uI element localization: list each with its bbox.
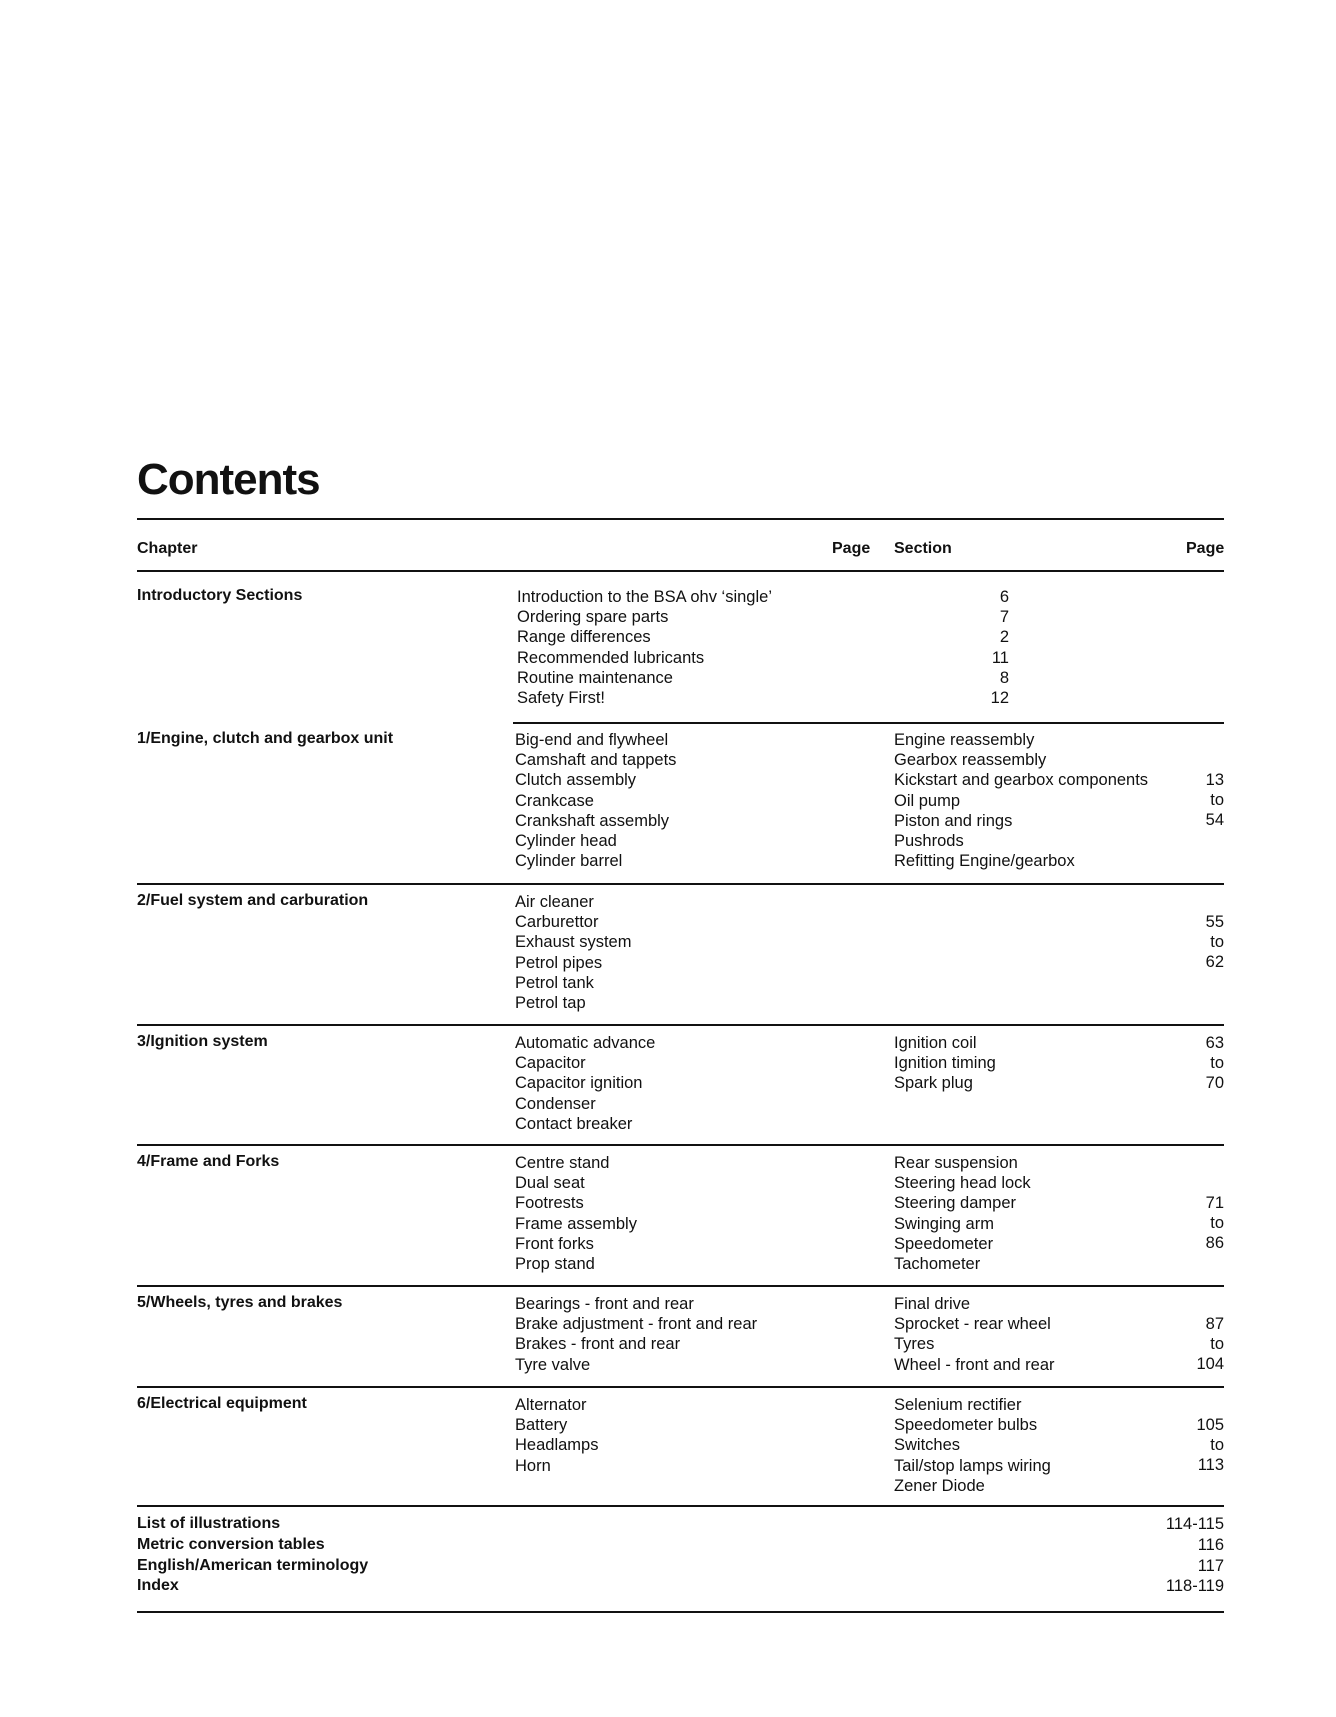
section-item: Tail/stop lamps wiring <box>894 1456 1051 1475</box>
list-item: Crankcase <box>515 791 594 810</box>
appendix-list <box>137 1514 1224 1597</box>
appendix-label: Metric conversion tables <box>137 1535 325 1553</box>
section-item: Steering damper <box>894 1194 1016 1213</box>
page-header-a: Page <box>832 540 871 557</box>
list-item: Frame assembly <box>515 1214 637 1233</box>
chapter-name: 2/Fuel system and carburation <box>137 892 369 909</box>
list-item: Air cleaner <box>515 893 594 911</box>
page-range <box>1196 1415 1224 1476</box>
page-number: 12 <box>990 689 1009 708</box>
range-end: 70 <box>1205 1074 1224 1093</box>
list-item: Routine maintenance <box>517 668 673 687</box>
section-item: Pushrods <box>894 832 964 851</box>
page-header-b: Page <box>1186 540 1225 557</box>
list-item: Cylinder head <box>515 832 617 851</box>
list-item: Safety First! <box>517 689 606 708</box>
section-item: Swinging arm <box>894 1214 994 1233</box>
page-number: 8 <box>999 668 1009 687</box>
chapter-items <box>515 1395 598 1476</box>
range-start: 55 <box>1205 913 1224 931</box>
list-item: Brake adjustment - front and rear <box>515 1315 758 1334</box>
section-item: Kickstart and gearbox components <box>894 771 1149 790</box>
section-item: Ignition coil <box>894 1034 977 1052</box>
list-item: Petrol tap <box>515 994 586 1013</box>
list-item: Dual seat <box>515 1174 585 1193</box>
section-header: Section <box>894 540 952 557</box>
range-start: 13 <box>1205 771 1224 789</box>
list-item: Automatic advance <box>515 1034 656 1052</box>
section-items <box>894 730 1148 871</box>
section-item: Steering head lock <box>894 1174 1031 1193</box>
range-end: 62 <box>1205 953 1224 972</box>
header-bottom-rule <box>137 570 1224 572</box>
page-range <box>1206 1033 1224 1094</box>
section-rule <box>137 1024 1224 1026</box>
chapter-items <box>515 1033 655 1134</box>
page-number: 2 <box>999 628 1009 647</box>
section-item: Tachometer <box>894 1255 981 1274</box>
list-item: Big-end and flywheel <box>515 731 669 749</box>
section-item: Switches <box>894 1436 961 1455</box>
chapter-name: 3/Ignition system <box>137 1033 268 1050</box>
page-number: 11 <box>991 648 1009 667</box>
chapter-name: 1/Engine, clutch and gearbox unit <box>137 730 394 747</box>
range-end: 86 <box>1205 1234 1224 1253</box>
page-range <box>1206 912 1224 973</box>
section-rule <box>137 883 1224 885</box>
range-to: to <box>1210 1436 1224 1455</box>
page-number: 118-119 <box>1165 1577 1224 1596</box>
section-item: Speedometer <box>894 1234 994 1253</box>
list-item: Ordering spare parts <box>517 608 669 627</box>
section-item: Refitting Engine/gearbox <box>894 852 1075 871</box>
chapter-name: Introductory Sections <box>137 587 303 604</box>
chapter-header: Chapter <box>137 540 198 557</box>
list-item: Front forks <box>515 1234 594 1253</box>
page-number: 7 <box>999 608 1009 627</box>
section-item: Piston and rings <box>894 811 1013 830</box>
section-rule <box>513 722 1224 724</box>
range-to: to <box>1210 933 1224 952</box>
list-item: Cylinder barrel <box>515 852 623 871</box>
header-top-rule <box>137 518 1224 520</box>
chapter-items <box>515 730 676 871</box>
range-start: 87 <box>1205 1315 1224 1333</box>
list-item: Petrol tank <box>515 973 594 992</box>
chapter-items <box>515 892 631 1013</box>
section-item: Sprocket - rear wheel <box>894 1315 1051 1334</box>
section-items <box>894 1395 1051 1496</box>
list-item: Range differences <box>517 628 651 647</box>
section-rule <box>137 1285 1224 1287</box>
range-end: 113 <box>1197 1456 1224 1475</box>
range-end: 54 <box>1205 811 1224 830</box>
range-end: 104 <box>1196 1355 1224 1374</box>
page-range <box>1206 770 1224 831</box>
section-item: Oil pump <box>894 791 961 810</box>
list-item: Tyre valve <box>515 1355 591 1374</box>
section-item: Wheel - front and rear <box>894 1355 1055 1374</box>
list-item: Exhaust system <box>515 933 632 952</box>
list-item: Battery <box>515 1416 568 1435</box>
list-item: Horn <box>515 1456 551 1475</box>
list-item: Introduction to the BSA ohv ‘single’ <box>517 588 772 606</box>
section-items <box>894 1153 1031 1274</box>
chapter-name: 6/Electrical equipment <box>137 1395 307 1412</box>
list-item: Camshaft and tappets <box>515 751 677 770</box>
page-number: 117 <box>1197 1556 1224 1575</box>
list-item <box>137 1514 1224 1535</box>
appendix-label: English/American terminology <box>137 1556 369 1574</box>
section-items <box>894 1294 1055 1375</box>
list-item: Capacitor ignition <box>515 1074 643 1093</box>
chapter-name: 4/Frame and Forks <box>137 1153 280 1170</box>
section-item: Gearbox reassembly <box>894 751 1047 770</box>
list-item: Prop stand <box>515 1255 595 1274</box>
list-item: Clutch assembly <box>515 771 637 790</box>
list-item: Headlamps <box>515 1436 599 1455</box>
item-pages <box>797 587 1009 708</box>
page-range <box>1196 1314 1224 1375</box>
list-item: Condenser <box>515 1094 596 1113</box>
chapter-items <box>517 587 772 708</box>
list-item <box>137 1556 1224 1577</box>
page-title: Contents <box>137 455 320 504</box>
page-number: 6 <box>999 588 1009 606</box>
section-item: Ignition timing <box>894 1054 996 1073</box>
section-item: Tyres <box>894 1335 935 1354</box>
section-rule <box>137 1505 1224 1507</box>
section-rule <box>137 1386 1224 1388</box>
list-item: Alternator <box>515 1396 587 1414</box>
list-item: Footrests <box>515 1194 584 1213</box>
range-to: to <box>1210 1214 1224 1233</box>
list-item: Petrol pipes <box>515 953 603 972</box>
appendix-label: List of illustrations <box>137 1515 281 1532</box>
section-item: Spark plug <box>894 1074 973 1093</box>
list-item: Bearings - front and rear <box>515 1295 694 1313</box>
list-item: Centre stand <box>515 1154 610 1172</box>
list-item <box>137 1535 1224 1556</box>
appendix-label: Index <box>137 1577 179 1595</box>
page-range <box>1206 1193 1224 1254</box>
page-number: 116 <box>1197 1535 1224 1554</box>
list-item: Recommended lubricants <box>517 648 705 667</box>
range-to: to <box>1210 1335 1224 1354</box>
section-item: Rear suspension <box>894 1154 1018 1172</box>
range-to: to <box>1210 791 1224 810</box>
section-item: Engine reassembly <box>894 731 1035 749</box>
range-start: 71 <box>1205 1194 1224 1212</box>
list-item: Brakes - front and rear <box>515 1335 681 1354</box>
section-item: Zener Diode <box>894 1476 985 1495</box>
section-item: Final drive <box>894 1295 971 1313</box>
range-to: to <box>1210 1054 1224 1073</box>
chapter-name: 5/Wheels, tyres and brakes <box>137 1294 343 1311</box>
section-item: Speedometer bulbs <box>894 1416 1038 1435</box>
bottom-rule <box>137 1611 1224 1613</box>
list-item: Crankshaft assembly <box>515 811 670 830</box>
section-item: Selenium rectifier <box>894 1396 1022 1414</box>
list-item: Contact breaker <box>515 1114 633 1133</box>
range-start: 63 <box>1205 1034 1224 1052</box>
chapter-items <box>515 1294 757 1375</box>
list-item: Carburettor <box>515 913 599 932</box>
section-rule <box>137 1144 1224 1146</box>
chapter-items <box>515 1153 637 1274</box>
list-item <box>137 1576 1224 1597</box>
range-start: 105 <box>1196 1416 1224 1434</box>
list-item: Capacitor <box>515 1054 586 1073</box>
section-items <box>894 1033 996 1094</box>
page-number: 114-115 <box>1165 1515 1224 1533</box>
